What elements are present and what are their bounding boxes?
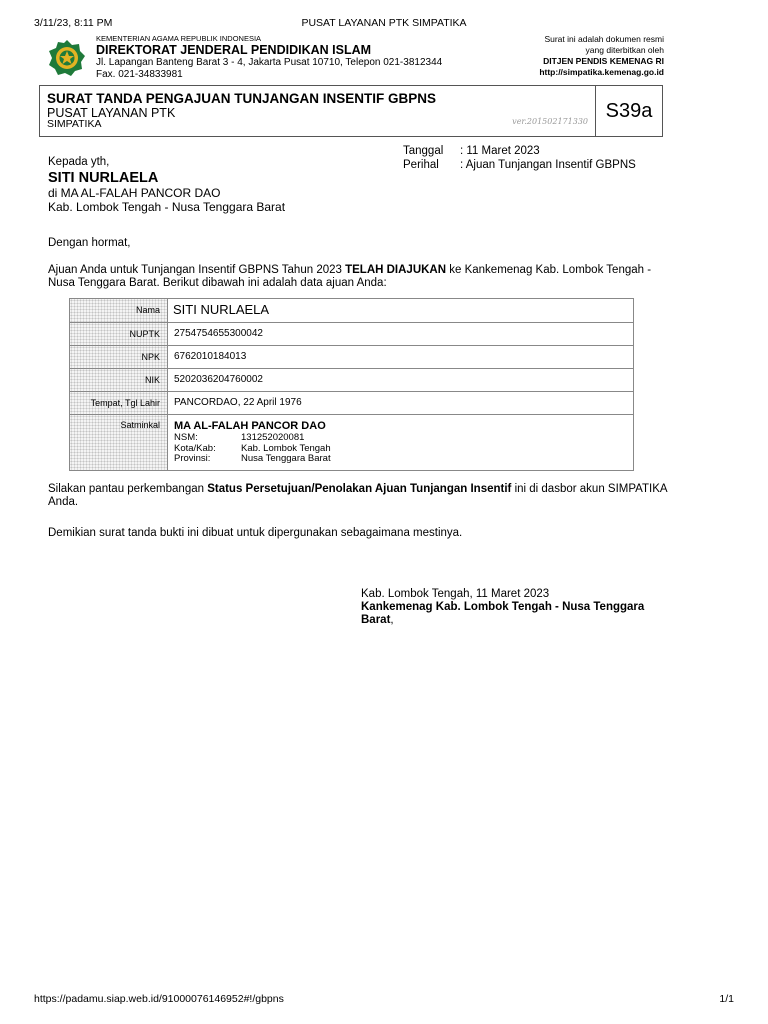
recipient-school: di MA AL-FALAH PANCOR DAO xyxy=(48,186,221,200)
satminkal-value xyxy=(168,415,633,470)
table-row-npk xyxy=(70,346,633,369)
document-subtitle: PUSAT LAYANAN PTK xyxy=(47,106,176,120)
meta-date-value: : 11 Maret 2023 xyxy=(460,145,540,157)
official-note-line-1: Surat ini adalah dokumen resmi xyxy=(544,34,664,44)
nuptk-label: NUPTK xyxy=(70,323,168,345)
table-row-nik xyxy=(70,369,633,392)
meta-date-label: Tanggal xyxy=(403,145,444,157)
satminkal-label: Satminkal xyxy=(70,415,168,470)
meta-subject-row xyxy=(403,158,636,172)
letter-meta xyxy=(403,144,636,172)
print-url: https://padamu.siap.web.id/91000076146952#!/gbpns xyxy=(34,993,284,1005)
satminkal-name: MA AL-FALAH PANCOR DAO xyxy=(174,420,326,432)
monitor-text-1: Silakan pantau perkembangan xyxy=(48,483,208,495)
recipient-name: SITI NURLAELA xyxy=(48,170,159,186)
signature-office xyxy=(361,601,661,627)
salutation: Dengan hormat, xyxy=(48,237,131,249)
institution-address: Jl. Lapangan Banteng Barat 3 - 4, Jakarta Pusat 10710, Telepon 021-3812344 xyxy=(96,57,443,68)
satminkal-nsm-row xyxy=(174,433,633,444)
print-page-number: 1/1 xyxy=(719,993,734,1005)
npk-value: 6762010184013 xyxy=(174,351,247,362)
meta-subject-label: Perihal xyxy=(403,159,439,171)
submission-data-table xyxy=(69,298,634,471)
document-code: S39a xyxy=(595,86,662,136)
ministry-name: KEMENTERIAN AGAMA REPUBLIK INDONESIA xyxy=(96,34,262,43)
recipient-greeting: Kepada yth, xyxy=(48,156,110,168)
monitor-paragraph xyxy=(48,483,670,509)
print-footer xyxy=(34,993,734,1007)
meta-date-row xyxy=(403,144,636,158)
kota-value: Kab. Lombok Tengah xyxy=(241,442,331,454)
satminkal-prov-row xyxy=(174,454,633,465)
official-note-line-2: yang diterbitkan oleh xyxy=(585,45,664,55)
prov-label: Provinsi: xyxy=(174,453,211,464)
birth-label: Tempat, Tgl Lahir xyxy=(70,392,168,414)
official-url: http://simpatika.kemenag.go.id xyxy=(539,67,664,77)
meta-subject-value: : Ajuan Tunjangan Insentif GBPNS xyxy=(460,159,636,171)
intro-paragraph xyxy=(48,264,670,290)
signature-trailing-comma: , xyxy=(390,614,394,626)
recipient-region: Kab. Lombok Tengah - Nusa Tenggara Barat xyxy=(48,200,286,214)
prov-value: Nusa Tenggara Barat xyxy=(241,453,331,464)
table-row-nuptk xyxy=(70,323,633,346)
document-title-box xyxy=(39,85,663,137)
signature-place-date: Kab. Lombok Tengah, 11 Maret 2023 xyxy=(361,588,550,600)
name-label: Nama xyxy=(70,299,168,322)
monitor-text-2: ini di dasbor akun SIMPATIKA Anda. xyxy=(48,483,667,508)
institution-fax: Fax. 021-34833981 xyxy=(96,69,183,80)
signature-office-name: Kankemenag Kab. Lombok Tengah - Nusa Tenggara Barat xyxy=(361,601,645,626)
birth-value: PANCORDAO, 22 April 1976 xyxy=(174,397,302,408)
directorate-name: DIREKTORAT JENDERAL PENDIDIKAN ISLAM xyxy=(96,43,372,57)
intro-status-bold: TELAH DIAJUKAN xyxy=(345,264,447,276)
official-note xyxy=(464,34,664,78)
monitor-status-bold: Status Persetujuan/Penolakan Ajuan Tunjangan Insentif xyxy=(207,483,512,495)
table-row-name xyxy=(70,299,633,323)
document-version: ver.201502171330 xyxy=(512,117,588,126)
print-datetime: 3/11/23, 8:11 PM xyxy=(34,17,113,29)
intro-text-2: ke Kankemenag Kab. Lombok Tengah - Nusa Tenggara Barat. Berikut dibawah ini adalah data ajuan Anda: xyxy=(48,264,652,289)
npk-label: NPK xyxy=(70,346,168,368)
nsm-value: 131252020081 xyxy=(241,432,305,443)
nsm-label: NSM: xyxy=(174,432,198,443)
kota-label: Kota/Kab: xyxy=(174,442,216,454)
signature-block xyxy=(361,588,661,627)
name-value: SITI NURLAELA xyxy=(173,302,270,317)
intro-text-1: Ajuan Anda untuk Tunjangan Insentif GBPNS Tahun 2023 xyxy=(48,264,346,276)
satminkal-details xyxy=(174,433,633,465)
print-page-title: PUSAT LAYANAN PTK SIMPATIKA xyxy=(301,17,467,29)
official-issuer: DITJEN PENDIS KEMENAG RI xyxy=(543,56,664,66)
kemenag-logo-icon xyxy=(47,38,87,78)
table-row-birth xyxy=(70,392,633,415)
nuptk-value: 2754754655300042 xyxy=(174,328,263,339)
table-row-satminkal xyxy=(70,415,633,470)
print-header xyxy=(34,17,734,31)
closing-paragraph: Demikian surat tanda bukti ini dibuat untuk dipergunakan sebagaimana mestinya. xyxy=(48,527,463,539)
recipient-block xyxy=(48,155,285,214)
nik-label: NIK xyxy=(70,369,168,391)
document-title: SURAT TANDA PENGAJUAN TUNJANGAN INSENTIF GBPNS xyxy=(47,91,437,106)
document-system: SIMPATIKA xyxy=(47,118,102,130)
letterhead xyxy=(96,34,442,81)
nik-value: 5202036204760002 xyxy=(174,374,263,385)
